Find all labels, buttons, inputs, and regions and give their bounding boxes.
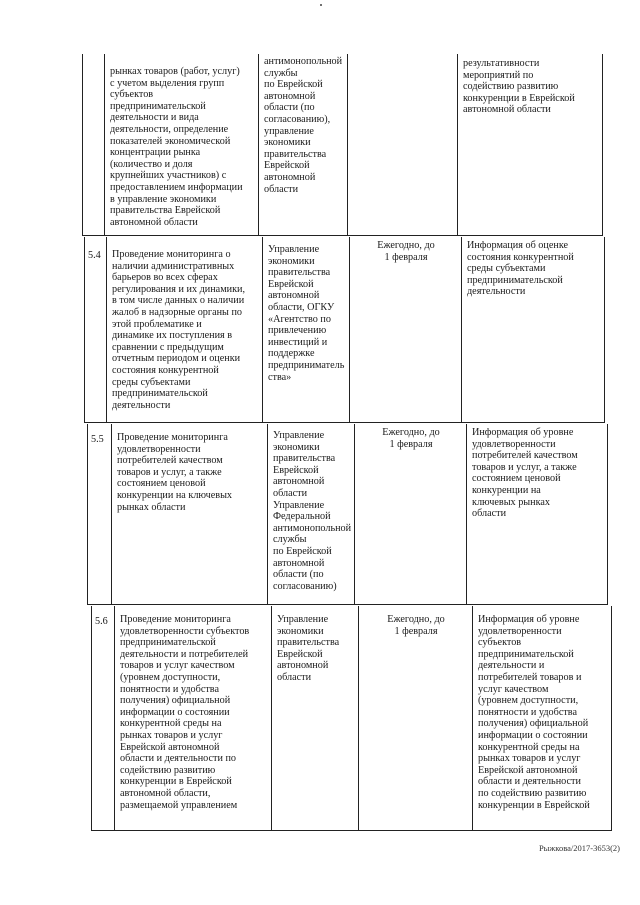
row-number-cell: 5.6: [91, 606, 114, 830]
row-number-cell: 5.4: [84, 237, 106, 422]
responsible-cell: Управление экономики правительства Еврейской автономной области Управление Федеральной антимонопольной службы по Еврейской автономной области (по согласованию): [267, 424, 354, 604]
description-cell: Проведение мониторинга о наличии административных барьеров во всех сферах регулирования и их динамики, в том числе данных о наличии жалоб в надзорные органы по этой проблематике и динамике их поступления в сравнении с предыдущим отчетным периодом и оценки состояния конкурентной среды субъектами предпринимательской деятельности: [106, 237, 262, 422]
table-row: [84, 237, 605, 422]
responsible-cell: Управление экономики правительства Еврейской автономной области, ОГКУ «Агентство по привлечению инвестиций и поддержке предприниматель ства»: [262, 237, 349, 422]
result-cell: Информация об уровне удовлетворенности потребителей качеством товаров и услуг, а также состоянием ценовой конкуренции на ключевых рынках области: [466, 424, 608, 604]
description-cell: рынках товаров (работ, услуг) с учетом выделения групп субъектов предпринимательской деятельности и вида деятельности, определение показателей экономической концентрации рынка (количество и доля крупнейших участников) с предоставлением информации в управление экономики правительства Еврейской автономной области: [104, 54, 258, 235]
deadline-cell: Ежегодно, до 1 февраля: [358, 606, 472, 830]
table-row: [87, 424, 608, 604]
table-row: [91, 606, 612, 830]
deadline-cell: [347, 54, 457, 235]
result-cell: Информация об уровне удовлетворенности субъектов предпринимательской деятельности и потребителей товаров и услуг качеством (уровнем доступности, понятности и удобства получения) официальной информации о состоянии конкурентной среды на рынках товаров и услуг Еврейской автономной области и деятельности по содействию развитию конкуренции в Еврейской: [472, 606, 612, 830]
result-cell: результативности мероприятий по содействию развитию конкуренции в Еврейской автономной области: [457, 54, 603, 235]
responsible-cell: антимонопольной службы по Еврейской автономной области (по согласованию), управление экономики правительства Еврейской автономной области: [258, 54, 347, 235]
description-cell: Проведение мониторинга удовлетворенности потребителей качеством товаров и услуг, а также состоянием ценовой конкуренции на ключевых рынках области: [111, 424, 267, 604]
description-cell: Проведение мониторинга удовлетворенности субъектов предпринимательской деятельности и потребителей товаров и услуг качеством (уровнем доступности, понятности и удобства получения) официальной информации о состоянии конкурентной среды на рынках товаров и услуг Еврейской автономной области и деятельности по содействию развитию конкуренции в Еврейской автономной области, размещаемой управлением: [114, 606, 271, 830]
document-reference: Рыжкова/2017-3653(2): [538, 843, 620, 853]
table-row: [82, 54, 603, 235]
row-number-cell: [82, 54, 104, 235]
row-number-cell: 5.5: [87, 424, 111, 604]
deadline-cell: Ежегодно, до 1 февраля: [354, 424, 466, 604]
responsible-cell: Управление экономики правительства Еврейской автономной области: [271, 606, 358, 830]
scan-speck: [320, 4, 322, 6]
result-cell: Информация об оценке состояния конкурентной среды субъектами предпринимательской деятельности: [461, 237, 605, 422]
deadline-cell: Ежегодно, до 1 февраля: [349, 237, 461, 422]
